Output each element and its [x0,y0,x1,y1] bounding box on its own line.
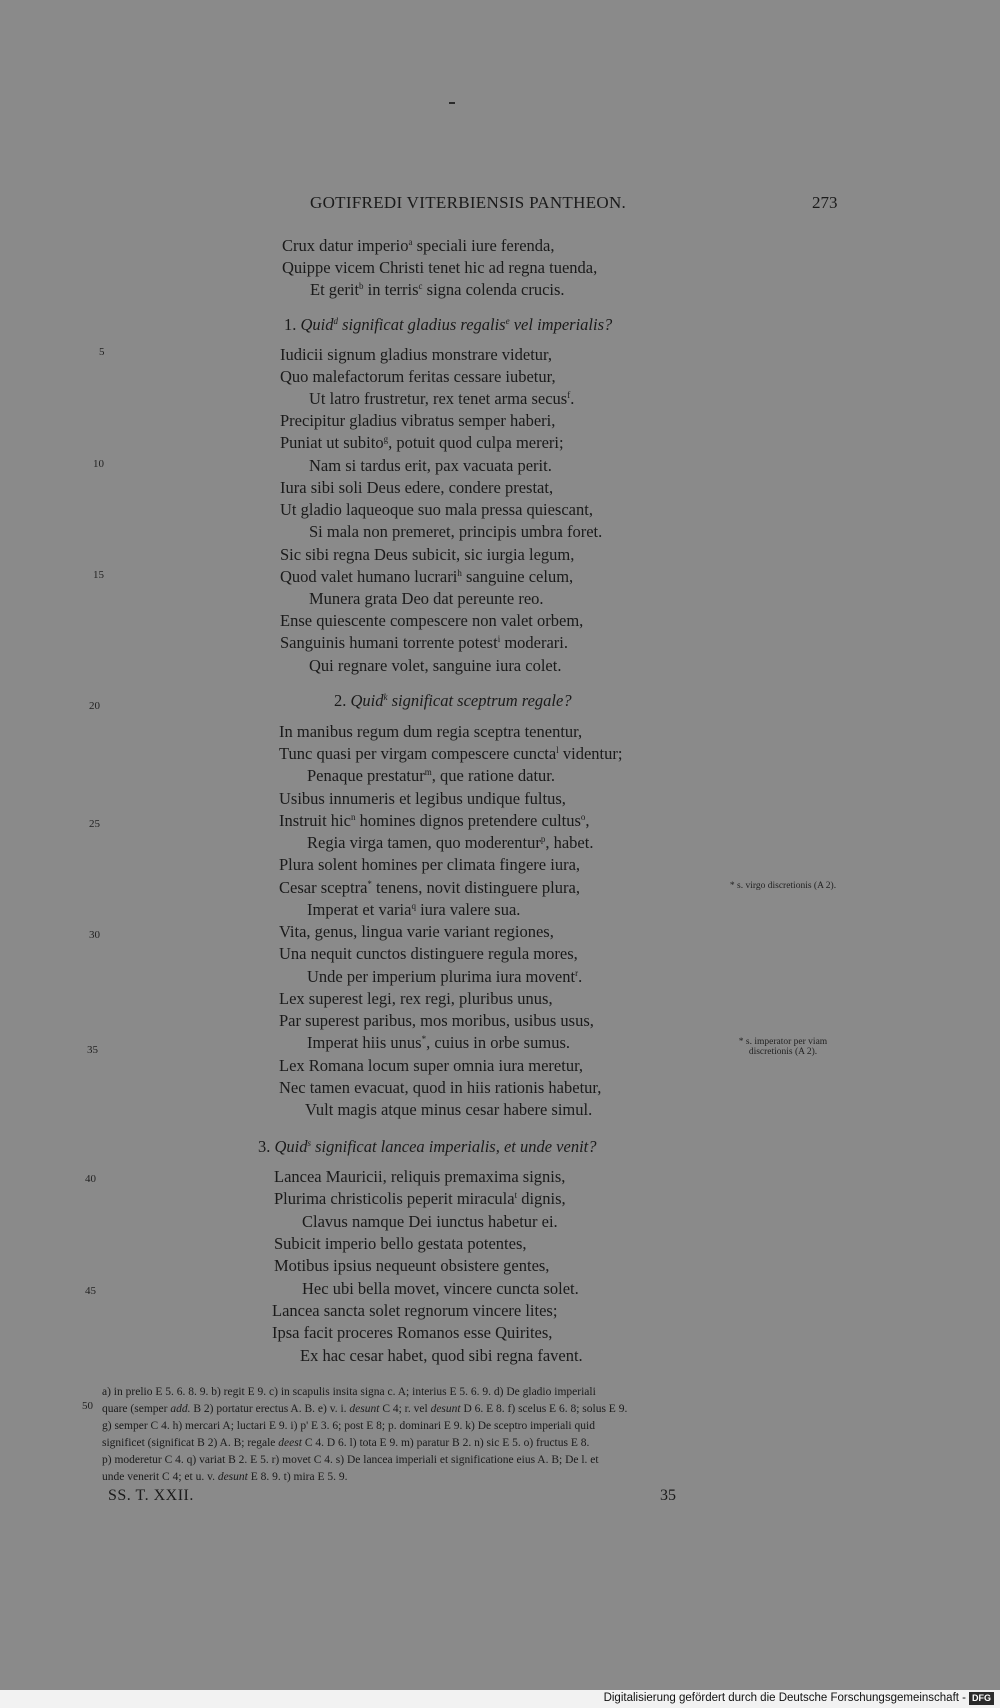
verse-line: Subicit imperio bello gestata potentes, [274,1234,527,1253]
verse-line: Imperat hiis unus*, cuius in orbe sumus. [307,1033,570,1052]
verse-line: Unde per imperium plurima iura movent$^r$. [307,967,583,986]
verse-line: Lex superest legi, rex regi, pluribus unus, [279,989,553,1008]
verse-line: Si mala non premeret, principis umbra foret. [309,522,603,541]
verse-line: Regia virga tamen, quo moderentur$^p$, habet. [307,833,594,852]
footnote-line: significet (significat B 2) A. B; regale deest C 4. D 6. l) tota E 9. m) paratur B 2. n) sic E 5. o) fructus E 8. [102,1437,590,1449]
digitization-credit: Digitalisierung gefördert durch die Deutsche Forschungsgemeinschaft - [603,1692,966,1704]
verse-line: Lancea Mauricii, reliquis premaxima signis, [274,1167,566,1186]
verse-line: Lex Romana locum super omnia iura meretur, [279,1056,584,1075]
line-number: 40 [85,1173,96,1185]
verse-line: Puniat ut subito$^g$, potuit quod culpa mereri; [280,433,564,452]
sheet-number: 35 [660,1487,676,1504]
verse-line: Quod valet humano lucrari$^h$ sanguine celum, [280,567,574,586]
line-number: 20 [89,700,100,712]
line-number: 25 [89,818,100,830]
line-number: 50 [82,1400,93,1412]
verse-line: Precipitur gladius vibratus semper haberi, [280,411,556,430]
running-header-title: GOTIFREDI VITERBIENSIS PANTHEON. [310,193,627,212]
dfg-logo: DFG [969,1692,994,1705]
verse-line: Hec ubi bella movet, vincere cuncta solet. [302,1279,579,1298]
verse-line: Cesar sceptra* tenens, novit distinguere plura, [279,878,580,897]
verse-line: Quo malefactorum feritas cessare iubetur, [280,367,556,386]
verse-line: Iudicii signum gladius monstrare videtur, [280,345,553,364]
margin-note: * s. virgo discretionis (A 2). [729,881,837,891]
footnote-line: a) in prelio E 5. 6. 8. 9. b) regit E 9. c) in scapulis insita signa c. A; interius E 5. 6. 9. d) De gladio imperiali [102,1386,596,1398]
verse-line: Ex hac cesar habet, quod sibi regna favent. [300,1346,583,1365]
verse-line: Vita, genus, lingua varie variant regiones, [279,922,554,941]
verse-line: Penaque prestatur$^m$, que ratione datur. [307,766,556,785]
margin-note: * s. imperator per viam discretionis (A 2). [738,1037,828,1057]
verse-line: Usibus innumeris et legibus undique fultus, [279,789,566,808]
verse-line: Et gerit$^b$ in terris$^c$ signa colenda crucis. [310,280,565,299]
verse-line: Ut latro frustretur, rex tenet arma secus$^f$. [309,389,575,408]
section-heading-gladius: 1. Quid$^d$ significat gladius regalis$^e$ vel imperialis? [284,315,613,334]
line-number: 10 [93,458,104,470]
verse-line: Plurima christicolis peperit miracula$^t$ dignis, [274,1189,566,1208]
verse-line: Lancea sancta solet regnorum vincere lites; [272,1301,558,1320]
verse-line: In manibus regum dum regia sceptra tenentur, [279,722,583,741]
line-number: 30 [89,929,100,941]
verse-line: Munera grata Deo dat pereunte reo. [309,589,544,608]
verse-line: Imperat et varia$^q$ iura valere sua. [307,900,521,919]
verse-line: Quippe vicem Christi tenet hic ad regna tuenda, [282,258,598,277]
footnote-line: p) moderetur C 4. q) variat B 2. E 5. r) movet C 4. s) De lancea imperiali et significatione eius A. B; De l. et [102,1454,599,1466]
line-number: 15 [93,569,104,581]
verse-line: Motibus ipsius nequeunt obsistere gentes, [274,1256,550,1275]
footnote-line: unde venerit C 4; et u. v. desunt E 8. 9. t) mira E 5. 9. [102,1471,348,1483]
verse-line: Par superest paribus, mos moribus, usibus usus, [279,1011,594,1030]
verse-line: Plura solent homines per climata fingere iura, [279,855,581,874]
verse-line: Tunc quasi per virgam compescere cuncta$^l$ videntur; [279,744,623,763]
verse-line: Qui regnare volet, sanguine iura colet. [309,656,562,675]
page-number: 273 [812,193,838,212]
verse-line: Crux datur imperio$^a$ speciali iure ferenda, [282,236,555,255]
verse-line: Ut gladio laqueoque suo mala pressa quiescant, [280,500,593,519]
verse-line: Sanguinis humani torrente potest$^i$ moderari. [280,633,569,652]
verse-line: Sic sibi regna Deus subicit, sic iurgia legum, [280,545,575,564]
verse-line: Nam si tardus erit, pax vacuata perit. [309,456,552,475]
verse-line: Vult magis atque minus cesar habere simul. [305,1100,593,1119]
footnote-line: g) semper C 4. h) mercari A; luctari E 9. i) p' E 3. 6; post E 8; p. dominari E 9. k) De sceptro imperiali quid [102,1420,595,1432]
verse-line: Nec tamen evacuat, quod in hiis rationis habetur, [279,1078,602,1097]
volume-signature: SS. T. XXII. [108,1487,194,1504]
verse-line: Ipsa facit proceres Romanos esse Quirites, [272,1323,553,1342]
verse-line: Ense quiescente compescere non valet orbem, [280,611,584,630]
footnote-line: quare (semper add. B 2) portatur erectus A. B. e) v. i. desunt C 4; r. vel desunt D 6. E 8. f) scelus E 6. 8; solus E 9. [102,1403,628,1415]
verse-line: Iura sibi soli Deus edere, condere prestat, [280,478,554,497]
section-heading-lancea: 3. Quid$^s$ significat lancea imperialis, et unde venit? [258,1137,597,1156]
line-number: 45 [85,1285,96,1297]
verse-line: Una nequit cunctos distinguere regula mores, [279,944,578,963]
verse-line: Clavus namque Dei iunctus habetur ei. [302,1212,558,1231]
verse-line: Instruit hic$^n$ homines dignos pretendere cultus$^o$, [279,811,590,830]
line-number: 35 [87,1044,98,1056]
section-heading-sceptrum: 2. Quid$^k$ significat sceptrum regale? [334,691,572,710]
top-mark [449,102,455,104]
line-number: 5 [99,346,105,358]
